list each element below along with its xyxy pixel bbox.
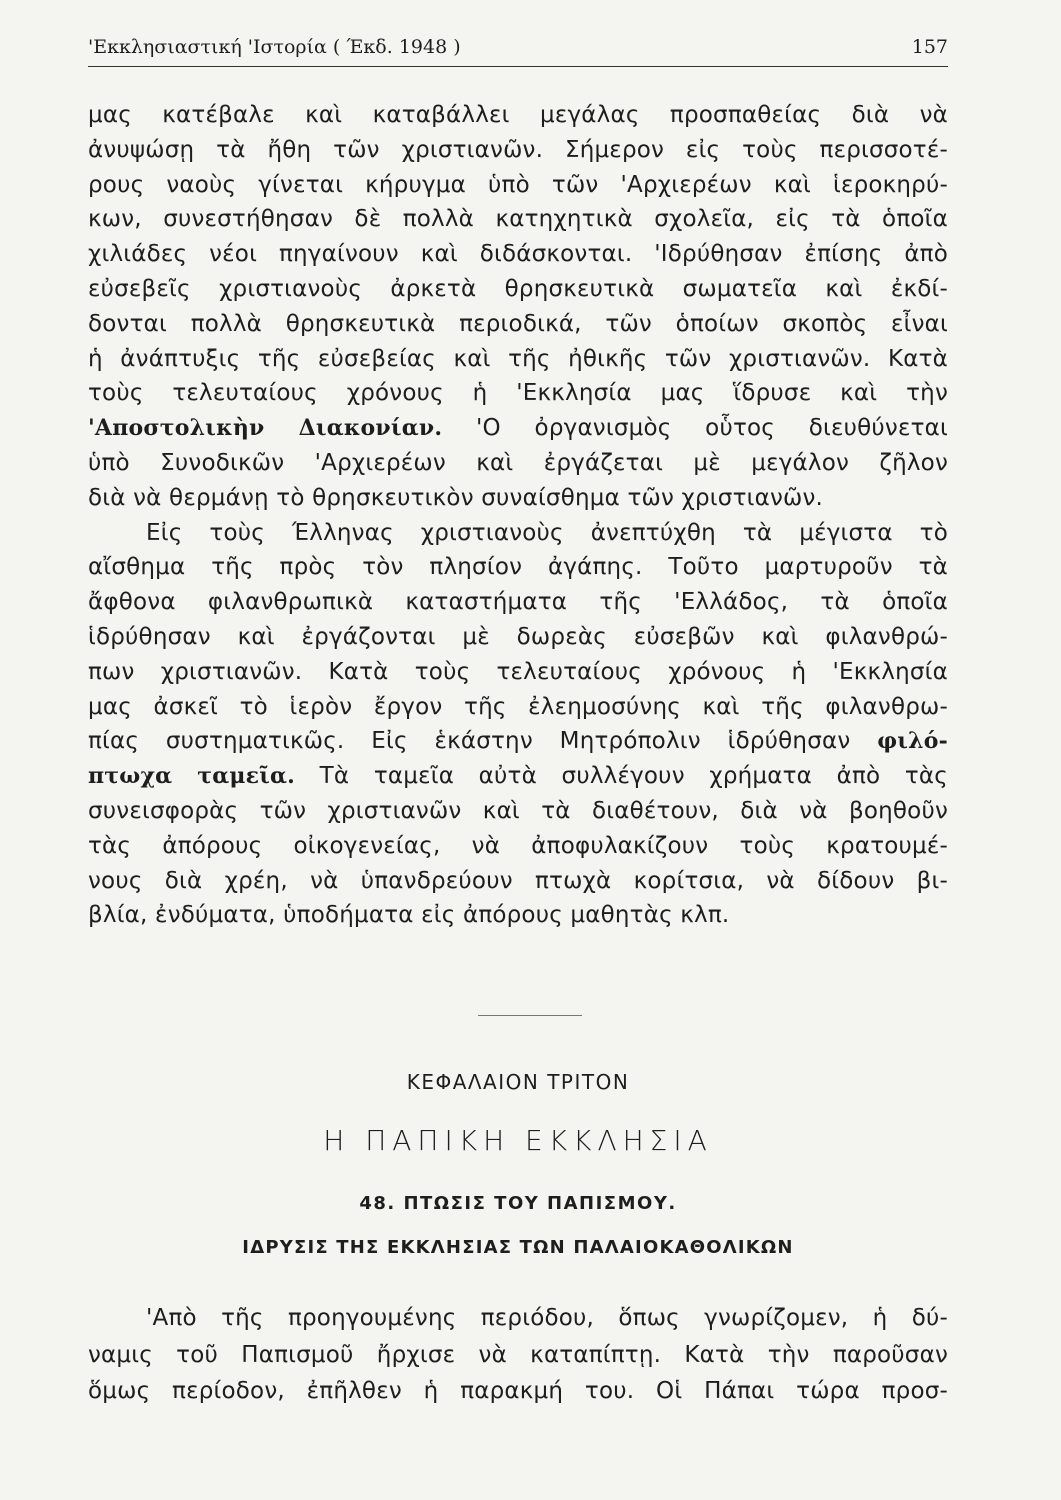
text-line: ναμις τοῦ Παπισμοῦ ἤρχισε νὰ καταπίπτῃ. Κατὰ τὴν παροῦσαν <box>88 1341 948 1368</box>
text-line: δονται πολλὰ θρησκευτικὰ περιοδικά, τῶν ὁποίων σκοπὸς εἶναι <box>88 310 948 337</box>
text-line: χιλιάδες νέοι πηγαίνουν καὶ διδάσκονται. 'Ιδρύθησαν ἐπίσης ἀπὸ <box>88 241 948 268</box>
running-title: 'Εκκλησιαστική 'Ιστορία ( Έκδ. 1948 ) <box>88 36 461 58</box>
text-line <box>88 759 948 794</box>
bold-term-philoptocha: φιλό- <box>877 728 948 755</box>
text-line: ρους ναοὺς γίνεται κήρυγμα ὑπὸ τῶν 'Αρχιερέων καὶ ἱεροκηρύ- <box>88 171 948 198</box>
section-subtitle: ΙΔΡΥΣΙΣ ΤΗΣ ΕΚΚΛΗΣΙΑΣ ΤΩΝ ΠΑΛΑΙΟΚΑΘΟΛΙΚΩΝ <box>242 1237 794 1258</box>
section-divider <box>478 1015 582 1016</box>
text-line: τοὺς τελευταίους χρόνους ἡ 'Εκκλησία μας ἵδρυσε καὶ τὴν <box>88 380 948 407</box>
text-line <box>88 411 948 446</box>
text-segment: Τὰ ταμεῖα αὐτὰ συλλέγουν χρήματα ἀπὸ τὰς <box>319 763 948 790</box>
text-line: Εἰς τοὺς Έλληνας χριστιανοὺς ἀνεπτύχθη τὰ μέγιστα τὸ <box>146 519 948 546</box>
body-text <box>88 98 948 933</box>
text-line: μας κατέβαλε καὶ καταβάλλει μεγάλας προσπαθείας διὰ νὰ <box>88 102 948 128</box>
text-line: βλία, ἐνδύματα, ὑποδήματα εἰς ἀπόρους μαθητὰς κλπ. <box>88 902 730 929</box>
bold-term-apostoliki-diakonia: 'Αποστολικὴν Διακονίαν. <box>88 415 443 442</box>
text-line: διὰ νὰ θερμάνῃ τὸ θρησκευτικὸν συναίσθημα τῶν χριστιανῶν. <box>88 484 824 511</box>
text-line: ἀνυψώσῃ τὰ ἤθη τῶν χριστιανῶν. Σήμερον εἰς τοὺς περισσοτέ- <box>88 136 948 163</box>
text-line: ἱδρύθησαν καὶ ἐργάζονται μὲ δωρεὰς εὐσεβῶν καὶ φιλανθρώ- <box>88 623 948 650</box>
bold-term-tameia: πτωχα ταμεῖα. <box>88 763 296 790</box>
chapter-number: ΚΕΦΑΛΑΙΟΝ ΤΡΙΤΟΝ <box>406 1070 630 1094</box>
running-header <box>88 30 948 67</box>
text-segment: 'Ο ὀργανισμὸς οὗτος διευθύνεται <box>475 415 948 442</box>
text-line: κων, συνεστήθησαν δὲ πολλὰ κατηχητικὰ σχολεῖα, εἰς τὰ ὁποῖα <box>88 206 948 233</box>
text-line <box>88 724 948 759</box>
text-line: εὐσεβεῖς χριστιανοὺς ἀρκετὰ θρησκευτικὰ σωματεῖα καὶ ἐκδί- <box>88 275 948 302</box>
text-line: ὅμως περίοδον, ἐπῆλθεν ἡ παρακμή του. Οἱ Πάπαι τώρα προσ- <box>88 1378 948 1404</box>
text-line: ἡ ἀνάπτυξις τῆς εὐσεβείας καὶ τῆς ἠθικῆς τῶν χριστιανῶν. Κατὰ <box>88 345 948 372</box>
chapter-title: Η ΠΑΠΙΚΗ ΕΚΚΛΗΣΙΑ <box>323 1124 713 1157</box>
text-line: νους διὰ χρέη, νὰ ὑπανδρεύουν πτωχὰ κορίτσια, νὰ δίδουν βι- <box>88 867 948 894</box>
text-line: μας ἀσκεῖ τὸ ἱερὸν ἔργον τῆς ἐλεημοσύνης καὶ τῆς φιλανθρω- <box>88 693 948 720</box>
text-line: τὰς ἀπόρους οἰκογενείας, νὰ ἀποφυλακίζουν τοὺς κρατουμέ- <box>88 832 948 859</box>
text-line: 'Απὸ τῆς προηγουμένης περιόδου, ὅπως γνωρίζομεν, ἡ δύ- <box>146 1305 948 1331</box>
text-line: αἴσθημα τῆς πρὸς τὸν πλησίον ἀγάπης. Τοῦτο μαρτυροῦν τὰ <box>88 554 948 581</box>
text-line: ὑπὸ Συνοδικῶν 'Αρχιερέων καὶ ἐργάζεται μὲ μεγάλον ζῆλον <box>88 449 948 476</box>
page-number: 157 <box>911 36 948 58</box>
section-title: 48. ΠΤΩΣΙΣ ΤΟΥ ΠΑΠΙΣΜΟΥ. <box>359 1193 677 1214</box>
text-line: ἄφθονα φιλανθρωπικὰ καταστήματα τῆς 'Ελλάδος, τὰ ὁποῖα <box>88 589 948 616</box>
text-line: πων χριστιανῶν. Κατὰ τοὺς τελευταίους χρόνους ἡ 'Εκκλησία <box>88 658 948 685</box>
text-line: συνεισφορὰς τῶν χριστιανῶν καὶ τὰ διαθέτουν, διὰ νὰ βοηθοῦν <box>88 797 948 824</box>
text-segment: πίας συστηματικῶς. Εἰς ἑκάστην Μητρόπολιν ἱδρύθησαν <box>88 728 851 755</box>
body-text-continued <box>88 1300 948 1410</box>
